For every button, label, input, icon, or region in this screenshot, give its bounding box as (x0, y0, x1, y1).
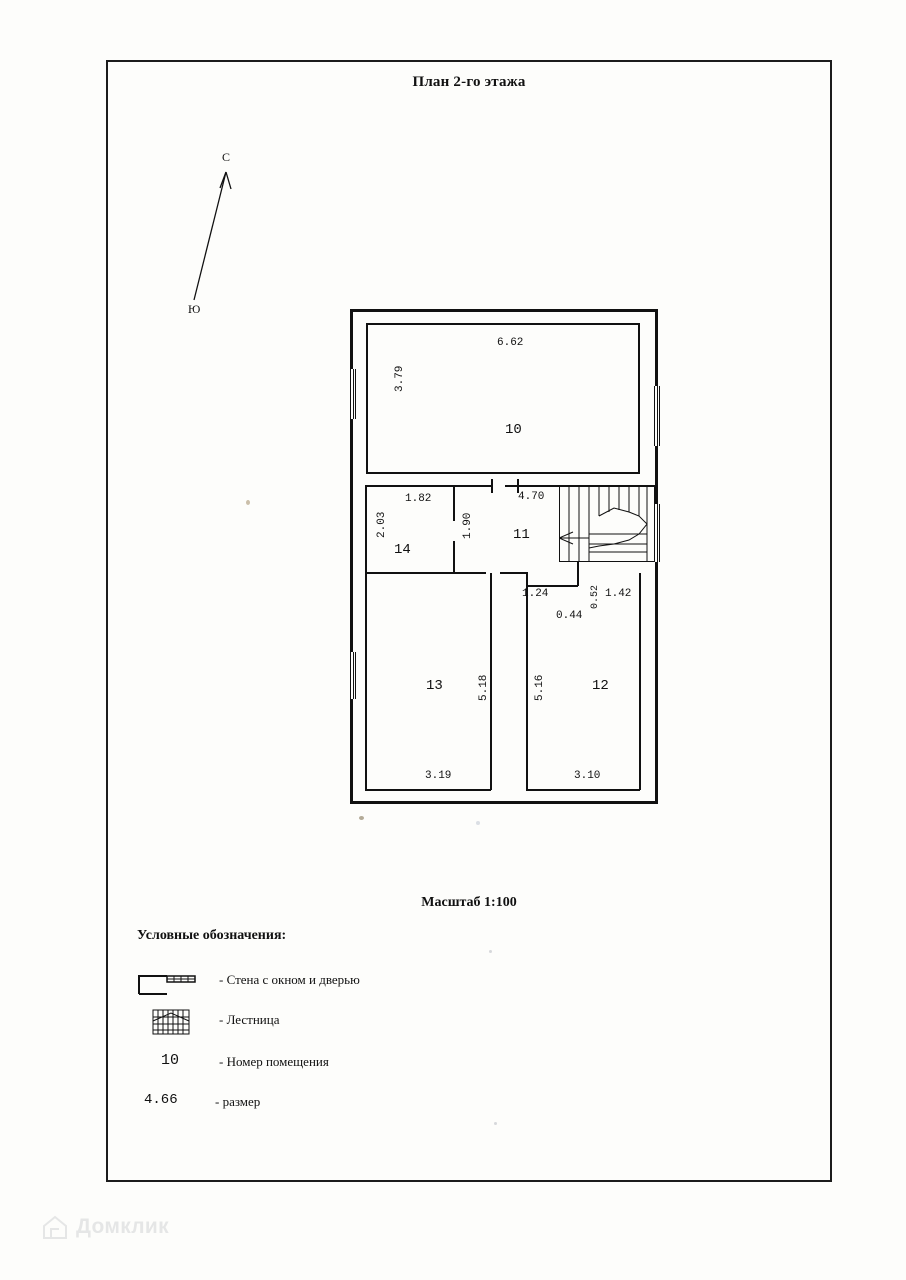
room13-left (365, 573, 367, 790)
room12-right (639, 573, 641, 790)
compass-south-label: Ю (188, 302, 201, 316)
dim-niche-right: 1.42 (605, 588, 632, 600)
dim-room11-width: 4.70 (518, 491, 545, 503)
compass-arrow-icon (180, 150, 250, 325)
room-number-13: 13 (426, 678, 443, 694)
wall-with-window-and-door-icon (137, 968, 215, 996)
legend-size-symbol: 4.66 (144, 1092, 178, 1108)
legend-room-number-symbol: 10 (161, 1052, 180, 1069)
exterior-wall-right-a (655, 309, 658, 386)
room-number-11: 11 (513, 527, 530, 543)
room14-right-a (453, 485, 455, 521)
dim-niche-bottom: 0.44 (556, 610, 583, 622)
scan-speck (489, 950, 492, 953)
scan-speck (359, 816, 364, 820)
room14-left (365, 485, 367, 573)
scan-speck (494, 1122, 497, 1125)
exterior-wall-right-b (655, 446, 658, 504)
room14-bottom (365, 572, 455, 574)
room11-top-a (454, 485, 492, 487)
dim-room13-width: 3.19 (425, 770, 452, 782)
exterior-wall-left-c (350, 699, 353, 804)
legend-title: Условные обозначения: (137, 928, 287, 943)
legend-label-staircase: - Лестница (219, 1012, 280, 1027)
window-left-lower (350, 652, 356, 699)
dim-room14-width: 1.82 (405, 493, 432, 505)
dim-room11-height: 1.90 (462, 512, 474, 539)
dim-room12-width: 3.10 (574, 770, 601, 782)
room12-bottom (526, 789, 640, 791)
exterior-wall-right-c (655, 562, 658, 804)
window-left-upper (350, 369, 356, 419)
room11-bottom-b (500, 572, 528, 574)
room-number-12: 12 (592, 678, 609, 694)
room13-bottom (365, 789, 491, 791)
legend-label-size: - размер (215, 1094, 261, 1109)
scan-speck (246, 500, 250, 505)
room14-right-b (453, 541, 455, 573)
compass (180, 150, 250, 325)
dim-room10-height: 3.79 (394, 365, 406, 392)
room12-left (526, 573, 528, 790)
room11-door-jamb-top (491, 479, 493, 493)
dim-niche-left: 1.24 (522, 588, 549, 600)
scale-label: Масштаб 1:100 (421, 895, 517, 910)
room-number-14: 14 (394, 542, 411, 558)
room13-right (490, 573, 492, 790)
room-number-10: 10 (505, 422, 522, 438)
page-title: План 2-го этажа (412, 74, 526, 90)
exterior-wall-left-b (350, 419, 353, 652)
staircase-icon (137, 1008, 215, 1036)
compass-north-label: С (222, 150, 231, 164)
dim-room10-width: 6.62 (497, 337, 524, 349)
room11-bottom-a (454, 572, 486, 574)
watermark-text: Домклик (76, 1215, 169, 1238)
room10-inner-right (638, 323, 640, 473)
size-sample (137, 1090, 215, 1118)
staircase-icon (559, 486, 655, 562)
room14-top (365, 485, 454, 487)
exterior-wall-left-a (350, 309, 353, 369)
dim-room12-height: 5.16 (534, 674, 546, 701)
window-right-upper (654, 386, 660, 446)
room10-inner-top (366, 323, 639, 325)
room-number-sample (137, 1050, 215, 1078)
exterior-wall-top (350, 309, 658, 312)
exterior-wall-bottom (350, 801, 658, 804)
dim-room13-height: 5.18 (478, 674, 490, 701)
dim-niche-small: 0.52 (590, 584, 601, 609)
legend-label-room-number: - Номер помещения (219, 1054, 329, 1069)
watermark (40, 1212, 169, 1242)
room10-inner-left (366, 323, 368, 473)
room10-inner-bottom (366, 472, 640, 474)
house-logo-icon (40, 1212, 70, 1242)
dim-room14-height: 2.03 (376, 511, 388, 538)
niche-right-edge (577, 562, 579, 586)
floor-plan (350, 309, 660, 809)
legend-label-wall: - Стена с окном и дверью (219, 972, 360, 987)
niche-bottom-edge (526, 585, 578, 587)
scan-speck (476, 821, 480, 825)
